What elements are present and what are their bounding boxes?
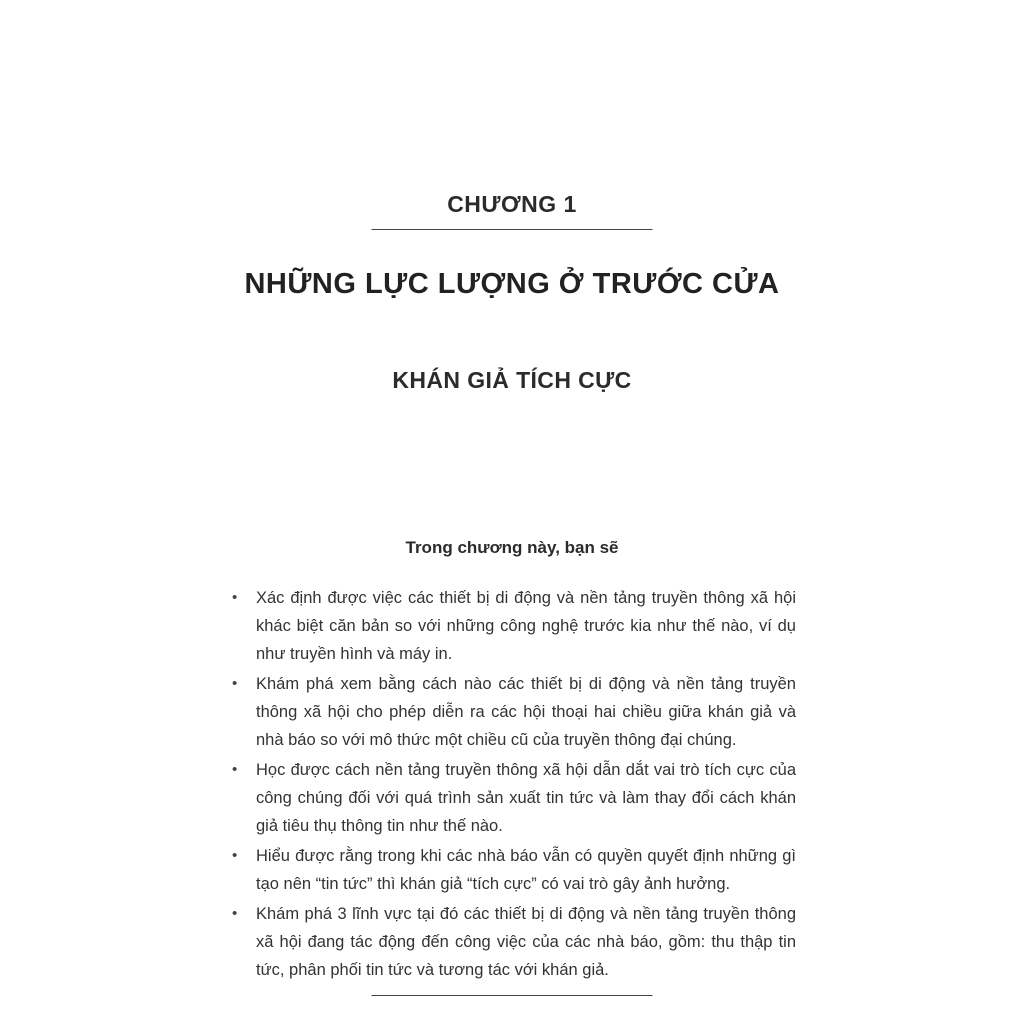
chapter-label: CHƯƠNG 1 (447, 191, 577, 217)
bullet-icon: • (232, 847, 238, 864)
list-item (226, 670, 796, 754)
list-item-text: Học được cách nền tảng truyền thông xã hội dẫn dắt vai trò tích cực của công chúng đối với quá trình sản xuất tin tức và làm thay đổi cách khán giả tiêu thụ thông tin như thế nào. (256, 761, 796, 835)
divider-top (372, 229, 653, 230)
list-item (226, 842, 796, 898)
bullet-icon: • (232, 761, 238, 778)
objectives-list (226, 584, 796, 986)
intro-heading: Trong chương này, bạn sẽ (405, 538, 619, 557)
chapter-title: NHỮNG LỰC LƯỢNG Ở TRƯỚC CỬA (244, 268, 780, 300)
list-item-text: Khám phá xem bằng cách nào các thiết bị di động và nền tảng truyền thông xã hội cho phép diễn ra các hội thoại hai chiều giữa khán giả và nhà báo so với mô thức một chiều cũ của truyền thông đại chúng. (256, 675, 796, 749)
list-item (226, 584, 796, 668)
list-item (226, 756, 796, 840)
bullet-icon: • (232, 905, 238, 922)
bullet-icon: • (232, 675, 238, 692)
list-item-text: Xác định được việc các thiết bị di động và nền tảng truyền thông xã hội khác biệt căn bản so với những công nghệ trước kia như thế nào, ví dụ như truyền hình và máy in. (256, 589, 796, 663)
list-item-text: Khám phá 3 lĩnh vực tại đó các thiết bị di động và nền tảng truyền thông xã hội đang tác động đến công việc của các nhà báo, gồm: thu thập tin tức, phân phối tin tức và tương tác với khán giả. (256, 905, 796, 979)
list-item-text: Hiểu được rằng trong khi các nhà báo vẫn có quyền quyết định những gì tạo nên “tin tức” thì khán giả “tích cực” có vai trò gây ảnh hưởng. (256, 847, 796, 893)
divider-bottom (372, 995, 653, 996)
chapter-subtitle: KHÁN GIẢ TÍCH CỰC (392, 367, 632, 393)
bullet-icon: • (232, 589, 238, 606)
list-item (226, 900, 796, 984)
